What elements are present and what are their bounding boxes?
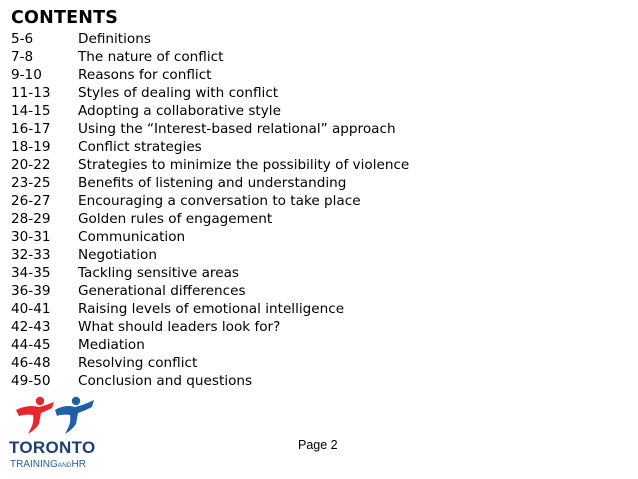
toc-topic: Using the “Interest-based relational” approach — [78, 121, 396, 137]
toc-entry — [11, 138, 409, 156]
toc-entry — [11, 102, 409, 120]
toc-page-range: 16-17 — [11, 121, 51, 137]
toc-topic: Raising levels of emotional intelligence — [78, 301, 345, 317]
toc-topic: Encouraging a conversation to take place — [78, 193, 361, 209]
logo-name-top: TORONTO — [9, 438, 96, 457]
contents-title: CONTENTS — [11, 8, 119, 28]
toc-entry — [11, 66, 409, 84]
toc-page-range: 32-33 — [11, 247, 51, 263]
toc-page-range: 18-19 — [11, 139, 51, 155]
toc-entry — [11, 210, 409, 228]
toc-entry — [11, 48, 409, 66]
toc-entry — [11, 84, 409, 102]
toc-page-range: 34-35 — [11, 265, 51, 281]
toc-entry — [11, 354, 409, 372]
toc-entry — [11, 30, 409, 48]
toc-topic: Styles of dealing with conflict — [78, 85, 279, 101]
toc-page-range: 44-45 — [11, 337, 51, 353]
toc-page-range: 9-10 — [11, 67, 42, 83]
toc-entry — [11, 174, 409, 192]
toc-page-range: 23-25 — [11, 175, 51, 191]
toc-page-range: 11-13 — [11, 85, 51, 101]
toc-page-range: 26-27 — [11, 193, 51, 209]
toc-topic: What should leaders look for? — [78, 319, 281, 335]
toc-page-range: 49-50 — [11, 373, 51, 389]
toc-page-range: 42-43 — [11, 319, 51, 335]
toc-entry — [11, 318, 409, 336]
toc-entry — [11, 300, 409, 318]
toc-topic: The nature of conflict — [78, 49, 224, 65]
toc-topic: Generational differences — [78, 283, 246, 299]
toc-entry — [11, 282, 409, 300]
toc-topic: Tackling sensitive areas — [78, 265, 239, 281]
table-of-contents — [11, 30, 409, 390]
toc-entry — [11, 120, 409, 138]
toc-page-range: 46-48 — [11, 355, 51, 371]
toc-topic: Conclusion and questions — [78, 373, 253, 389]
toc-entry — [11, 246, 409, 264]
toc-page-range: 28-29 — [11, 211, 51, 227]
page-number: Page 2 — [298, 438, 338, 452]
toc-topic: Adopting a collaborative style — [78, 103, 281, 119]
toc-page-range: 5-6 — [11, 31, 34, 47]
toc-topic: Resolving conflict — [78, 355, 198, 371]
toc-topic: Definitions — [78, 31, 151, 47]
toc-entry — [11, 192, 409, 210]
toc-page-range: 14-15 — [11, 103, 51, 119]
logo-name-bottom: TRAININGANDHR — [10, 459, 86, 470]
toc-topic: Reasons for conflict — [78, 67, 212, 83]
toc-topic: Benefits of listening and understanding — [78, 175, 347, 191]
toc-page-range: 36-39 — [11, 283, 51, 299]
blue-figure-icon — [55, 397, 94, 434]
toc-topic: Mediation — [78, 337, 145, 353]
toc-page-range: 7-8 — [11, 49, 34, 65]
toc-topic: Golden rules of engagement — [78, 211, 273, 227]
toc-topic: Communication — [78, 229, 186, 245]
toc-topic: Strategies to minimize the possibility of violence — [78, 157, 410, 173]
toc-entry — [11, 264, 409, 282]
toc-entry — [11, 228, 409, 246]
toc-page-range: 20-22 — [11, 157, 51, 173]
red-figure-icon — [16, 397, 54, 434]
toc-entry — [11, 372, 409, 390]
toc-entry — [11, 336, 409, 354]
toc-topic: Conflict strategies — [78, 139, 202, 155]
toc-topic: Negotiation — [78, 247, 157, 263]
toc-page-range: 30-31 — [11, 229, 51, 245]
toronto-training-hr-logo — [8, 396, 120, 472]
toc-entry — [11, 156, 409, 174]
toc-page-range: 40-41 — [11, 301, 51, 317]
